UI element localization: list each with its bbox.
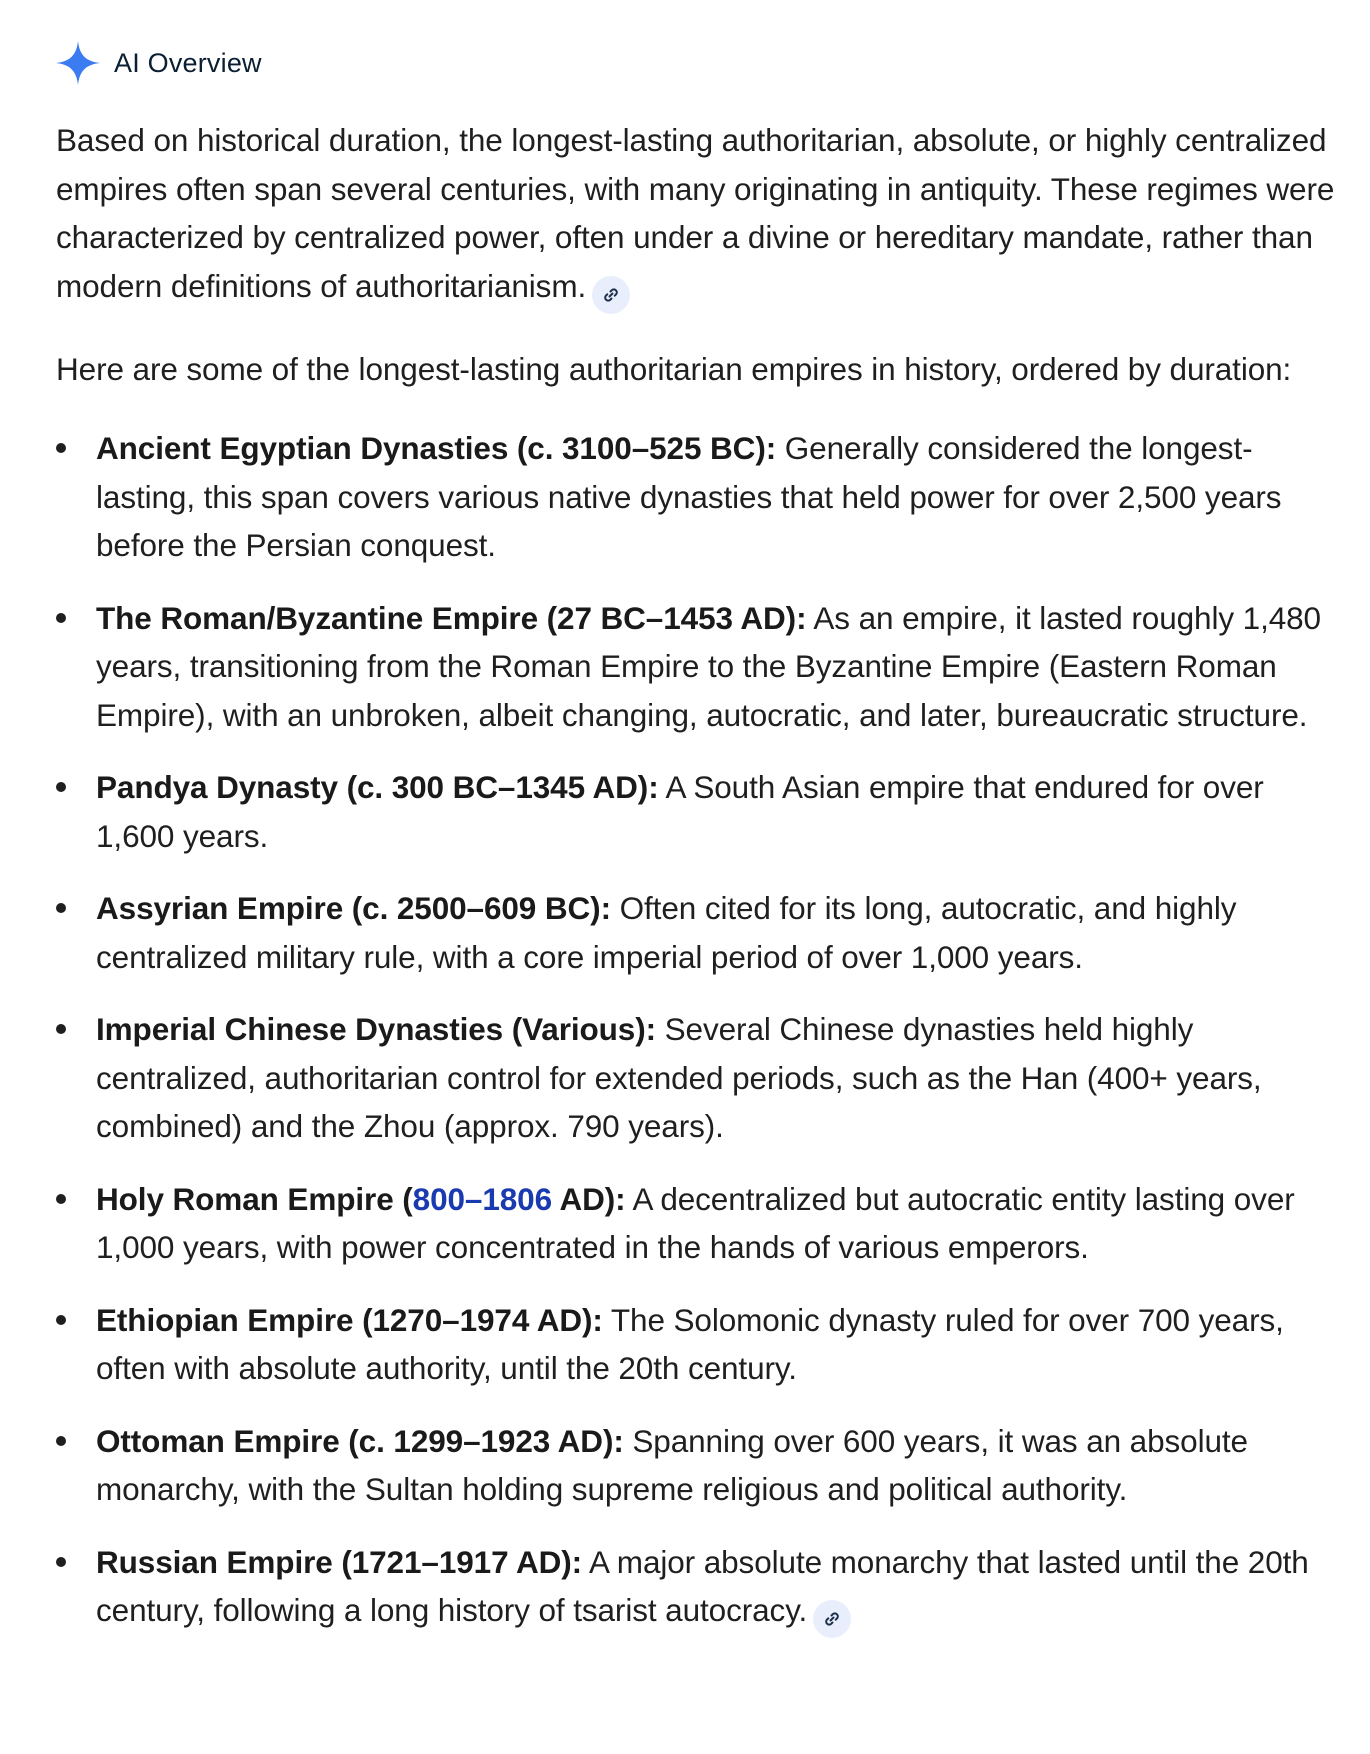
item-title: Imperial Chinese Dynasties (Various): bbox=[96, 1011, 656, 1047]
citation-link-button[interactable] bbox=[813, 1600, 851, 1638]
sparkle-star-icon bbox=[54, 39, 102, 87]
ai-overview-title: AI Overview bbox=[114, 47, 262, 78]
item-title: Pandya Dynasty (c. 300 BC–1345 AD): bbox=[96, 769, 659, 805]
item-title: Ancient Egyptian Dynasties (c. 3100–525 BC): bbox=[96, 430, 777, 466]
list-item bbox=[56, 594, 1346, 740]
item-text: The Solomonic dynasty ruled for over 700 years, often with absolute authority, until the 20th century. bbox=[96, 1301, 1284, 1386]
date-range-link[interactable]: 800–1806 bbox=[412, 1180, 553, 1217]
bullet bbox=[56, 782, 66, 792]
bullet bbox=[56, 1315, 66, 1325]
empire-list bbox=[56, 424, 1346, 1638]
list-item bbox=[56, 884, 1346, 981]
item-text: A South Asian empire that endured for over 1,600 years. bbox=[96, 769, 1264, 854]
bullet bbox=[56, 1024, 66, 1034]
item-text: Generally considered the longest-lasting, this span covers various native dynasties that held power for over 2,500 years before the Persian conquest. bbox=[96, 430, 1282, 563]
citation-link-button[interactable] bbox=[592, 276, 630, 314]
bullet bbox=[56, 443, 66, 453]
intro-text: Based on historical duration, the longest-lasting authoritarian, absolute, or highly centralized empires often span several centuries, with many originating in antiquity. These regimes were characterized by centralized power, often under a divine or hereditary mandate, rather than modern definitions of authoritarianism. bbox=[56, 122, 1335, 304]
item-text: A decentralized but autocratic entity lasting over 1,000 years, with power concentrated in the hands of various emperors. bbox=[96, 1180, 1295, 1265]
list-item bbox=[56, 1417, 1346, 1514]
item-title-start: Holy Roman Empire ( bbox=[96, 1180, 413, 1217]
bullet bbox=[56, 1557, 66, 1567]
item-text: As an empire, it lasted roughly 1,480 years, transitioning from the Roman Empire to the Byzantine Empire (Eastern Roman Empire), with an unbroken, albeit changing, autocratic, and later, bureaucratic structure. bbox=[96, 599, 1321, 733]
bullet bbox=[56, 903, 66, 913]
link-icon bbox=[601, 285, 621, 305]
item-text: A major absolute monarchy that lasted until the 20th century, following a long history of tsarist autocracy. bbox=[96, 1543, 1309, 1628]
list-item bbox=[56, 1296, 1346, 1393]
item-title: The Roman/Byzantine Empire (27 BC–1453 AD): bbox=[96, 599, 807, 636]
item-title: Ottoman Empire (c. 1299–1923 AD): bbox=[96, 1422, 624, 1459]
item-title-end: AD): bbox=[552, 1180, 626, 1217]
item-title bbox=[96, 1181, 626, 1217]
bullet bbox=[56, 613, 66, 623]
list-intro-paragraph: Here are some of the longest-lasting authoritarian empires in history, ordered by duration: bbox=[56, 350, 1292, 387]
item-text: Several Chinese dynasties held highly centralized, authoritarian control for extended periods, such as the Han (400+ years, combined) and the Zhou (approx. 790 years). bbox=[96, 1011, 1262, 1144]
item-text: Spanning over 600 years, it was an absolute monarchy, with the Sultan holding supreme religious and political authority. bbox=[96, 1422, 1248, 1507]
ai-overview-header bbox=[54, 38, 262, 88]
bullet bbox=[56, 1436, 66, 1446]
item-title: Russian Empire (1721–1917 AD): bbox=[96, 1543, 583, 1580]
list-item bbox=[56, 1175, 1346, 1272]
item-text: Often cited for its long, autocratic, and highly centralized military rule, with a core imperial period of over 1,000 years. bbox=[96, 890, 1237, 975]
list-item bbox=[56, 1538, 1346, 1639]
list-item bbox=[56, 1005, 1346, 1151]
bullet bbox=[56, 1194, 66, 1204]
item-title: Assyrian Empire (c. 2500–609 BC): bbox=[96, 890, 611, 926]
link-icon bbox=[822, 1609, 842, 1629]
list-item bbox=[56, 763, 1346, 860]
intro-paragraph bbox=[56, 116, 1346, 314]
item-title: Ethiopian Empire (1270–1974 AD): bbox=[96, 1301, 603, 1338]
overview-content bbox=[56, 116, 1346, 1662]
list-item bbox=[56, 424, 1346, 570]
